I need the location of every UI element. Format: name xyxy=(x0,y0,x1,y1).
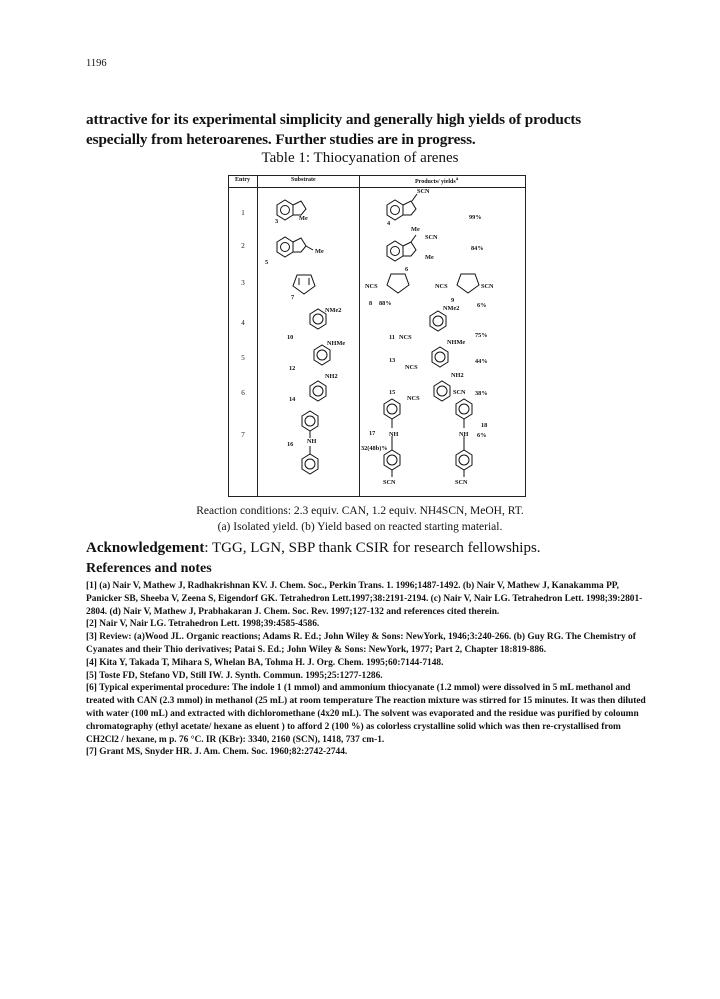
compound-number: 7 xyxy=(291,294,295,301)
compound-number: 3 xyxy=(275,218,279,225)
benzene-structure-icon xyxy=(425,308,455,338)
substituent-label: NH xyxy=(307,438,317,445)
table-title: Table 1: Thiocyanation of arenes xyxy=(261,150,459,166)
substituent-label: NH2 xyxy=(451,372,464,379)
compound-number: 10 xyxy=(287,334,294,341)
acknowledgement xyxy=(86,540,541,557)
reference-item: [7] Grant MS, Snyder HR. J. Am. Chem. Soc. 1960;82:2742-2744. xyxy=(86,747,348,758)
column-divider-1 xyxy=(257,176,258,496)
entry-number: 4 xyxy=(241,319,245,327)
substituent-label: NH2 xyxy=(325,373,338,380)
thiocyanation-table xyxy=(228,175,526,497)
group-label: SCN xyxy=(481,283,494,290)
group-label: NCS xyxy=(399,334,412,341)
substituent-label: Me xyxy=(411,226,420,233)
table-footnotes: (a) Isolated yield. (b) Yield based on reacted starting material. xyxy=(217,521,503,533)
benzene-structure-icon xyxy=(427,344,457,374)
compound-number: 6 xyxy=(405,266,409,273)
reaction-conditions: Reaction conditions: 2.3 equiv. CAN, 1.2 equiv. NH4SCN, MeOH, RT. xyxy=(196,505,524,517)
group-label: SCN xyxy=(453,389,466,396)
substituent-label: NHMe xyxy=(327,340,346,347)
yield-value: 84% xyxy=(471,245,484,252)
diphenylamine-structure-icon xyxy=(451,394,491,489)
indole-structure-icon xyxy=(379,232,449,272)
page-number: 1196 xyxy=(86,58,107,69)
pyrrole-structure-icon xyxy=(385,268,415,298)
compound-number: 13 xyxy=(389,357,396,364)
reference-item: [6] Typical experimental procedure: The indole 1 (1 mmol) and ammonium thiocyanate (1.2 mmol) were dissolved in 5 mL methanol and treated with CAN (2.3 mmol) in methanol (25 mL) at room temperature The reaction mixture was stirred for 15 minutes. It was then diluted with water (100 mL) and extracted with dichloromethane (4x20 mL). The solvent was evaporated and the residue was purified by coloumn chromatography (ethyl acetate/ hexane as eluent ) to afford 2 (100 %) as colorless crystalline solid which was then re-crystallised from CH2Cl2 / hexane, m p. 76 °C. IR (KBr): 3340, 2160 (SCN), 1418, 737 cm-1. xyxy=(86,683,646,745)
references-list xyxy=(86,580,652,759)
compound-number: 15 xyxy=(389,389,396,396)
indole-structure-icon xyxy=(269,191,329,231)
substituent-label: Me xyxy=(315,248,324,255)
references-heading: References and notes xyxy=(86,561,212,576)
group-label: NCS xyxy=(435,283,448,290)
column-divider-2 xyxy=(359,176,360,496)
yield-value: 88% xyxy=(379,300,392,307)
group-label: SCN xyxy=(425,234,438,241)
compound-number: 11 xyxy=(389,334,395,341)
entry-number: 3 xyxy=(241,279,245,287)
indole-structure-icon xyxy=(269,228,339,268)
compound-number: 18 xyxy=(481,422,488,429)
substituent-label: NMe2 xyxy=(325,307,342,314)
reference-item: [5] Toste FD, Stefano VD, Still IW. J. Synth. Commun. 1995;25:1277-1286. xyxy=(86,670,383,681)
yield-value: 38% xyxy=(475,390,488,397)
compound-number: 12 xyxy=(289,365,296,372)
compound-number: 8 xyxy=(369,300,373,307)
compound-number: 5 xyxy=(265,259,269,266)
acknowledgement-heading: Acknowledgement xyxy=(86,540,205,556)
yield-value: 6% xyxy=(477,302,487,309)
group-label: SCN xyxy=(417,188,430,195)
reference-item: [3] Review: (a)Wood JL. Organic reactions; Adams R. Ed.; John Wiley & Sons: NewYork, 1946;3:240-266. (b) Guy RG. The Chemistry of Cyanates and their Thio derivatives; Patai S. Ed.; John Wiley & Sons: NewYork, 1977; Part 2, Chapter 18:819-886. xyxy=(86,632,636,655)
compound-number: 9 xyxy=(451,297,455,304)
entry-number: 7 xyxy=(241,431,245,439)
yield-value: 44% xyxy=(475,358,488,365)
benzene-structure-icon xyxy=(305,378,335,408)
reference-item: [1] (a) Nair V, Mathew J, Radhakrishnan KV. J. Chem. Soc., Perkin Trans. 1. 1996;1487-1492. (b) Nair V, Mathew J, Kanakamma PP, Panicker SB, Sheeba V, Zeena S, Eigendorf GK. Tetrahedron Lett.1997;38:2191-2194. (c) Nair V, Nair LG. Tetrahedron Lett. 1998;39:2801-2804. (d) Nair V, Mathew J, Prabhakaran J. Chem. Soc. Rev. 1997;127-132 and references cited therein. xyxy=(86,581,643,617)
substituent-label: NH xyxy=(459,431,469,438)
substituent-label: NH xyxy=(389,431,399,438)
group-label: SCN xyxy=(455,479,468,486)
header-substrate: Substrate xyxy=(291,177,316,183)
substituent-label: NMe2 xyxy=(443,305,460,312)
entry-number: 5 xyxy=(241,354,245,362)
compound-number: 16 xyxy=(287,441,294,448)
pyrrole-structure-icon xyxy=(291,269,321,299)
acknowledgement-text: : TGG, LGN, SBP thank CSIR for research fellowships. xyxy=(204,540,541,556)
diphenylamine-structure-icon xyxy=(297,408,327,488)
entry-number: 6 xyxy=(241,389,245,397)
substituent-label: Me xyxy=(425,254,434,261)
diphenylamine-structure-icon xyxy=(379,394,419,489)
header-entry: Entry xyxy=(235,177,250,183)
group-label: NCS xyxy=(365,283,378,290)
reference-item: [2] Nair V, Nair LG. Tetrahedron Lett. 1998;39:4585-4586. xyxy=(86,619,320,630)
reference-item: [4] Kita Y, Takada T, Mihara S, Whelan BA, Tohma H. J. Org. Chem. 1995;60:7144-7148. xyxy=(86,657,444,668)
compound-number: 14 xyxy=(289,396,296,403)
entry-number: 2 xyxy=(241,242,245,250)
group-label: SCN xyxy=(383,479,396,486)
group-label: NCS xyxy=(407,395,420,402)
yield-value: 6% xyxy=(477,432,487,439)
yield-value: 75% xyxy=(475,332,488,339)
compound-number: 4 xyxy=(387,220,391,227)
table-header-row xyxy=(229,176,525,188)
entry-number: 1 xyxy=(241,209,245,217)
group-label: NCS xyxy=(405,364,418,371)
yield-value: 99% xyxy=(469,214,482,221)
yield-value: 32(48b)% xyxy=(361,445,388,452)
intro-paragraph: attractive for its experimental simplicity and generally high yields of products especially from heteroarenes. Further studies are in progress. xyxy=(86,111,582,148)
substituent-label: NHMe xyxy=(447,339,466,346)
header-products: Products/ yields$^a$ xyxy=(415,177,459,185)
substituent-label: Me xyxy=(299,215,308,222)
compound-number: 17 xyxy=(369,430,376,437)
